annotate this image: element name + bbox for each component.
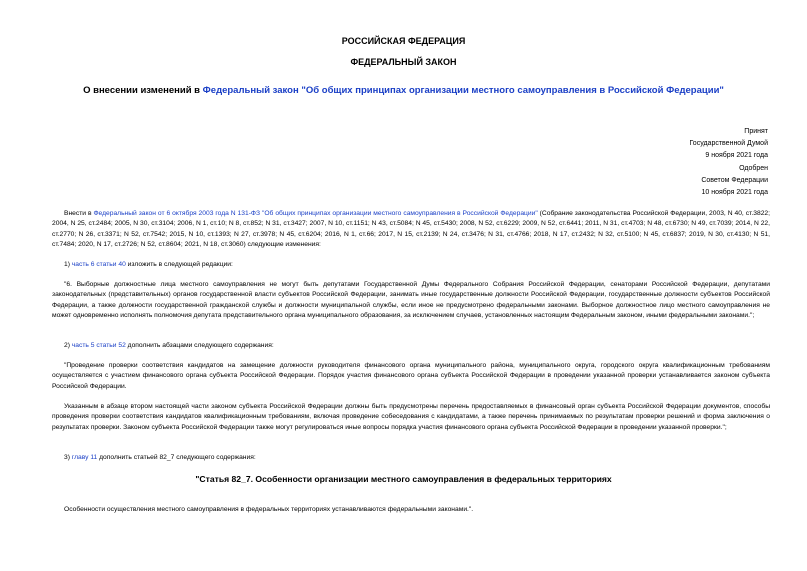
approval-line: 10 ноября 2021 года <box>701 189 768 197</box>
item-number: 2) <box>64 342 72 349</box>
item-1 <box>64 260 233 270</box>
item-3 <box>64 453 256 463</box>
item-3-link[interactable]: главу 11 <box>71 454 98 461</box>
approval-line: Одобрен <box>739 164 768 172</box>
item-number: 1) <box>64 261 72 268</box>
intro-paragraph <box>52 209 770 251</box>
article-title: "Статья 82_7. Особенности организации местного самоуправления в федеральных территориях <box>195 474 612 484</box>
adoption-line: Принят <box>744 128 768 135</box>
quote-part-5-paragraph-1: "Проведение проверки соответствия кандидатов на замещение должности руководителя финансового органа муниципального района, муниципального округа, городского округа квалификационным требованиям осуществляется с участием финансового органа субъекта Российской Федерации. Порядок участия финансового органа субъекта Российской Федерации в проведении указанной проверки устанавливается законом субъекта Российской Федерации. <box>52 362 770 390</box>
approval-line: Советом Федерации <box>701 176 768 184</box>
adoption-line: 9 ноября 2021 года <box>705 152 768 160</box>
title-prefix: О внесении изменений в <box>83 85 203 96</box>
item-text: дополнить статьей 82_7 следующего содержания: <box>97 454 256 461</box>
item-1-link[interactable]: часть 6 статьи 40 <box>71 261 126 268</box>
intro-citations: (Собрание законодательства Российской Федерации, 2003, N 40, ст.3822; 2004, N 25, ст.2484; 2005, N 30, ст.3104; 2006, N 1, ст.10; N 8, ст.852; N 31, ст.3427; 2007, N 10, ст.1151; N 43, ст.5084; N 45, ст.5430; 2008, N 52, ст.6229; 2009, N 52, ст.6441; 2011, N 31, ст.4703; N 48, ст.6730; N 49, ст.7039; 2014, N 22, ст.2770; N 26, ст.3371; N 52, ст.7542; 2015, N 10, ст.1393; N 27, ст.3978; N 45, ст.6204; 2016, N 1, ст.66; 2017, N 15, ст.2139; N 24, ст.3476; N 31, ст.4766; 2018, N 17, ст.2432; N 32, ст.5100; N 45, ст.6837; 2019, N 30, ст.4130; N 51, ст.7484; 2020, N 17, ст.2726; N 52, ст.8604; 2021, N 18, ст.3060) следующие изменения: <box>52 210 770 249</box>
item-number: 3) <box>64 454 72 461</box>
item-2 <box>64 341 274 351</box>
country-heading: РОССИЙСКАЯ ФЕДЕРАЦИЯ <box>341 36 466 46</box>
adoption-block <box>689 126 768 199</box>
intro-prefix: Внести в <box>64 210 94 217</box>
document-type-heading: ФЕДЕРАЛЬНЫЙ ЗАКОН <box>350 57 457 67</box>
document-title <box>0 85 807 96</box>
quote-part-5-paragraph-2: Указанным в абзаце втором настоящей части законом субъекта Российской Федерации должны быть предусмотрены перечень предоставляемых в финансовый орган субъекта Российской Федерации документов, способы проведения проверки соответствия кандидатов квалификационным требованиям, включая проведение собеседования с кандидатами, а также перечень принимаемых по результатам проверки решений и форма заключения о результатах проверки. Законом субъекта Российской Федерации также могут регулироваться иные вопросы порядка участия финансового органа субъекта Российской Федерации в проведении указанной проверки."; <box>52 403 770 431</box>
item-text: изложить в следующей редакции: <box>125 261 233 268</box>
final-paragraph: Особенности осуществления местного самоуправления в федеральных территориях устанавливаются федеральными законами.". <box>64 506 474 513</box>
intro-law-link[interactable]: Федеральный закон от 6 октября 2003 года N 131-ФЗ "Об общих принципах организации местного самоуправления в Российской Федерации" <box>93 210 538 217</box>
quote-part-6: "6. Выборные должностные лица местного самоуправления не могут быть депутатами Государственной Думы Федерального Собрания Российской Федерации, сенаторами Российской Федерации, депутатами законодательных (представительных) органов государственной власти субъектов Российской Федерации, занимать иные государственные должности Российской Федерации, государственные должности субъектов Российской Федерации, а также должности государственной гражданской службы и должности муниципальной службы, если иное не предусмотрено федеральными законами. Выборное должностное лицо местного самоуправления не может одновременно исполнять полномочия депутата представительного органа муниципального образования, за исключением случаев, установленных настоящим Федеральным законом, иными федеральными законами."; <box>52 281 770 320</box>
item-2-link[interactable]: часть 5 статьи 52 <box>71 342 126 349</box>
adoption-line: Государственной Думой <box>689 140 768 148</box>
title-law-link[interactable]: Федеральный закон "Об общих принципах организации местного самоуправления в Российской Федерации" <box>202 85 724 96</box>
item-text: дополнить абзацами следующего содержания: <box>125 342 274 349</box>
